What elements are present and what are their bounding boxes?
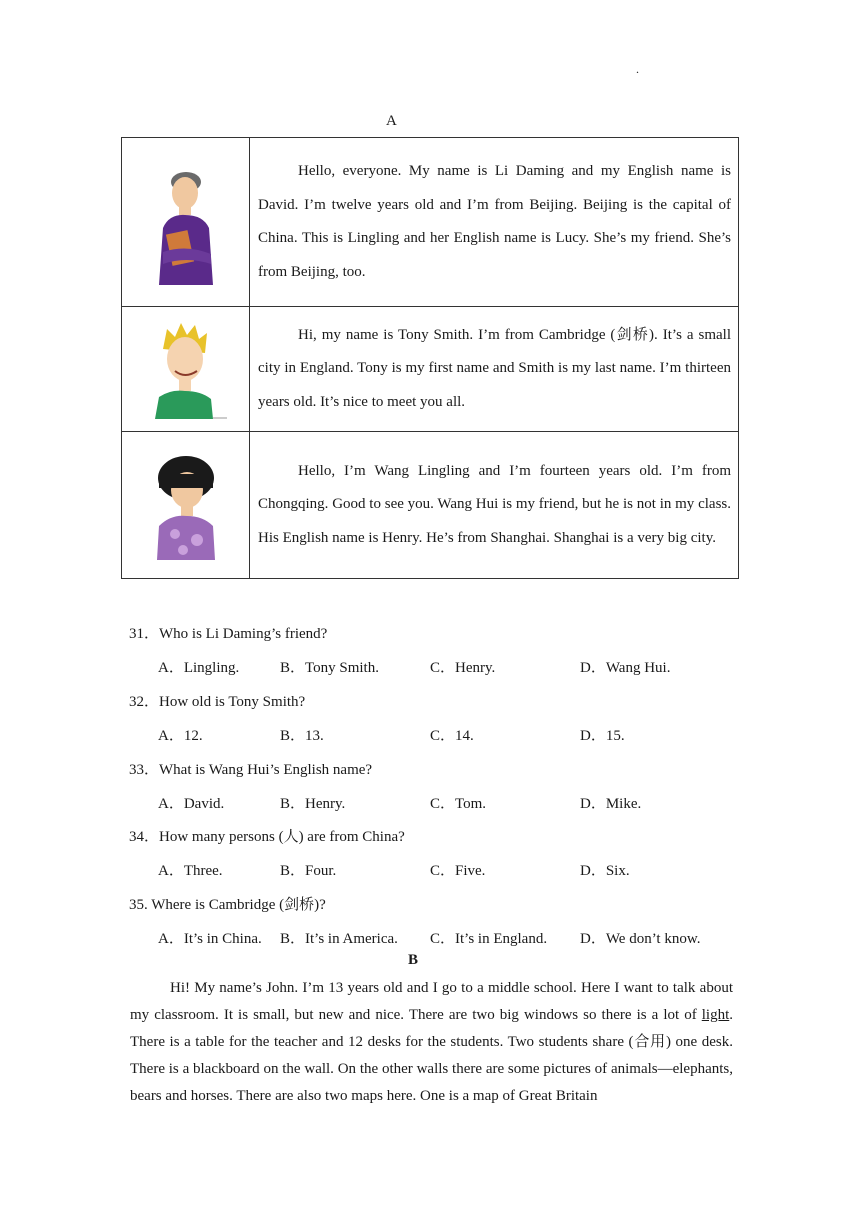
table-row — [122, 307, 739, 432]
underlined-word: light — [701, 1007, 730, 1023]
passage-b-part-1: Hi! My name’s John. I’m 13 years old and I go to a middle school. Here I want to talk about my classroom. It is small, but new and nice. There are two big windows so there is a lot of — [130, 980, 733, 1023]
option-d[interactable]: D．Wang Hui. — [580, 660, 671, 676]
option-d[interactable]: D．15. — [580, 728, 625, 744]
question-stem: 34．How many persons (人) are from China? — [129, 829, 405, 845]
option-b[interactable]: B．Four. — [280, 863, 337, 879]
table-row — [122, 138, 739, 307]
question-options — [158, 792, 758, 812]
option-c[interactable]: C．Henry. — [430, 660, 496, 676]
option-c[interactable]: C．Tom. — [430, 796, 487, 812]
option-d[interactable]: D．We don’t know. — [580, 931, 701, 947]
option-d[interactable]: D．Six. — [580, 863, 630, 879]
option-c[interactable]: C．Five. — [430, 863, 486, 879]
section-b-heading: B — [408, 952, 419, 968]
question-stem: 35. Where is Cambridge (剑桥)? — [129, 897, 326, 913]
passage-table — [121, 137, 739, 579]
option-a[interactable]: A．It’s in China. — [158, 931, 262, 947]
question-stem: 32．How old is Tony Smith? — [129, 694, 306, 710]
passage-b-part-2: . There is a table for the teacher and 12 desks for the students. Two students share (合用) one desk. There is a blackboard on the wall. On the other walls there are some pictures of animals—elephants, bears and horses. There are also two maps here. One is a map of Great Britain — [130, 1007, 733, 1104]
table-row — [122, 432, 739, 579]
option-a[interactable]: A．12. — [158, 728, 203, 744]
question-options — [158, 724, 758, 744]
option-b[interactable]: B．Henry. — [280, 796, 346, 812]
question-options — [158, 859, 758, 879]
passage-b-text — [130, 975, 733, 1110]
picture-cell — [122, 138, 250, 307]
option-a[interactable]: A．Lingling. — [158, 660, 240, 676]
section-a-heading: A — [386, 113, 397, 129]
option-b[interactable]: B．Tony Smith. — [280, 660, 379, 676]
question-options — [158, 656, 758, 676]
picture-cell — [122, 432, 250, 579]
option-c[interactable]: C．14. — [430, 728, 474, 744]
option-a[interactable]: A．David. — [158, 796, 225, 812]
option-c[interactable]: C．It’s in England. — [430, 931, 548, 947]
picture-cell — [122, 307, 250, 432]
passage-text: Hello, everyone. My name is Li Daming and my English name is David. I’m twelve years old and I’m from Beijing. Beijing is the capital of China. This is Lingling and her English name is Lucy. She’s my friend. She’s from Beijing, too. — [250, 138, 739, 307]
question-options — [158, 927, 758, 947]
blond-boy-illustration — [141, 319, 231, 419]
option-a[interactable]: A．Three. — [158, 863, 223, 879]
question-stem: 33．What is Wang Hui’s English name? — [129, 762, 373, 778]
option-b[interactable]: B．13. — [280, 728, 324, 744]
passage-text: Hi, my name is Tony Smith. I’m from Cambridge (剑桥). It’s a small city in England. Tony is my first name and Smith is my last name. I’m thirteen years old. It’s nice to meet you all. — [250, 307, 739, 432]
girl-illustration — [141, 450, 231, 560]
boy-with-book-illustration — [141, 160, 231, 285]
page-dot: . — [636, 62, 639, 76]
option-b[interactable]: B．It’s in America. — [280, 931, 398, 947]
passage-text: Hello, I’m Wang Lingling and I’m fourteen years old. I’m from Chongqing. Good to see you. Wang Hui is my friend, but he is not in my class. His English name is Henry. He’s from Shanghai. Shanghai is a very big city. — [250, 432, 739, 579]
option-d[interactable]: D．Mike. — [580, 796, 642, 812]
question-stem: 31．Who is Li Daming’s friend? — [129, 626, 328, 642]
